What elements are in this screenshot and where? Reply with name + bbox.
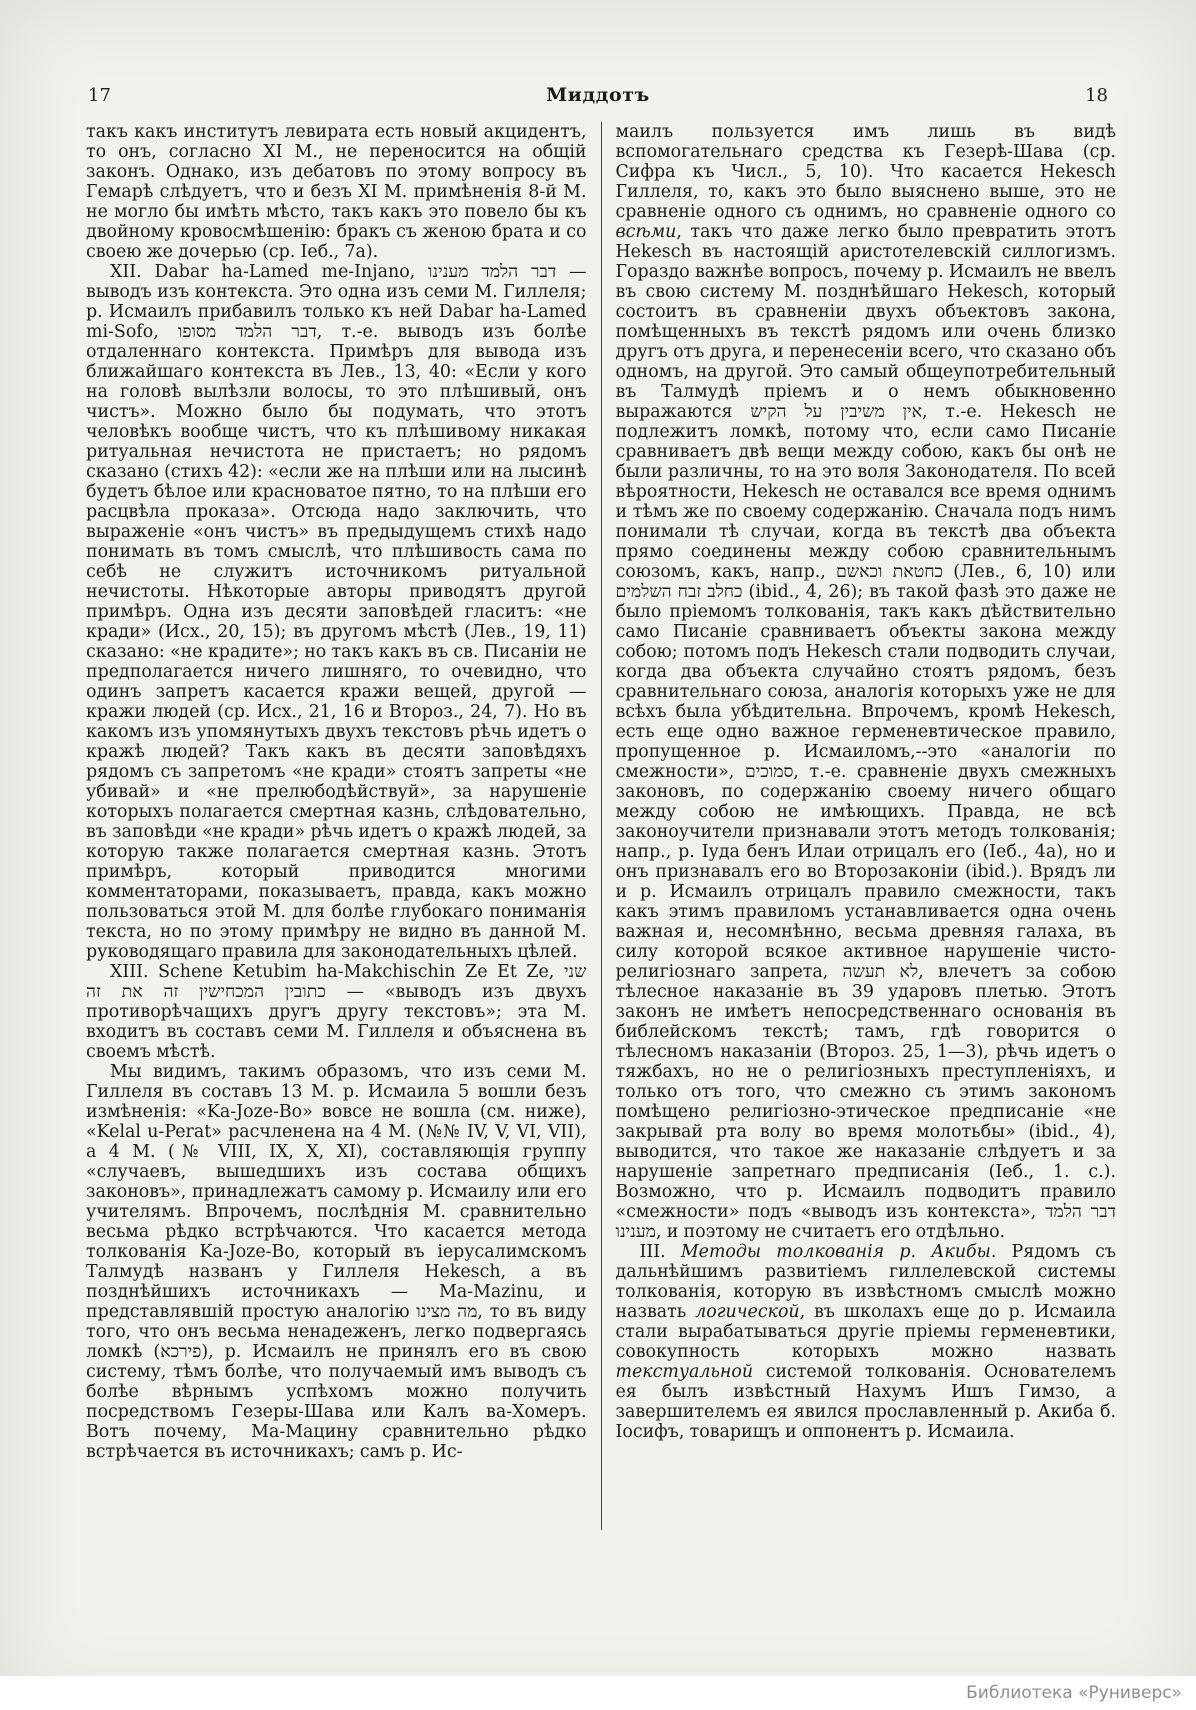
paragraph: такъ какъ институтъ левирата есть новый акцидентъ, то онъ, согласно XI М., не переносится на общій законъ. Однако, изъ дебатовъ по этому вопросу въ Гемарѣ слѣдуетъ, что и безъ XI М. примѣненія 8-й М. не могло бы имѣть мѣсто, такъ какъ это повело бы къ двойному кровосмѣшенію: бракъ съ женою брата и со своею же дочерью (ср. Іеб., 7а). xyxy=(86,122,587,262)
paragraph: маилъ пользуется имъ лишь въ видѣ вспомогательнаго средства къ Гезерѣ-Шава (ср. Сифра къ Числ., 5, 10). Что касается Hekesch Гиллеля, то, какъ это было выяснено выше, это не сравненіе одного съ однимъ, но сравненіе одного со всѣми, такъ что даже легко было превратить этотъ Hekesch въ настоящій аристотелевскій силлогизмъ. Гораздо важнѣе вопросъ, почему р. Исмаилъ не ввелъ въ свою систему М. позднѣйшаго Hekesch, который состоитъ въ сравненіи двухъ объектовъ закона, помѣщенныхъ въ текстѣ рядомъ или очень близко другъ отъ друга, и перенесеніи всего, что сказано объ одномъ, на другой. Это самый общеупотребительный въ Талмудѣ пріемъ и о немъ обыкновенно выражаются אין משיבין על הקיש, т.-е. Hekesch не подлежитъ ломкѣ, потому что, если само Писаніе сравниваетъ двѣ вещи между собою, какъ бы онѣ не были различны, то на это воля Законодателя. По всей вѣроятности, Hekesch не оставался все время однимъ и тѣмъ же по своему содержанію. Сначала подъ нимъ понимали тѣ случаи, когда въ текстѣ два объекта прямо соединены между собою сравнительнымъ союзомъ, какъ, напр., כחטאת וכאשם (Лев., 6, 10) или כחלב זבח השלמים (ibid., 4, 26); въ такой фазѣ это даже не было пріемомъ толкованія, такъ какъ дѣйствительно само Писаніе сравниваетъ объекты закона между собою; потомъ подъ Hekesch стали подводить случаи, когда два объекта случайно стоятъ рядомъ, безъ сравнительнаго союза, аналогія которыхъ уже не для всѣхъ была убѣдительна. Впрочемъ, кромѣ Hekesch, есть еще одно важное герменевтическое правило, пропущенное р. Исмаиломъ,--это «аналогіи по смежности», סמוכים, т.-е. сравненіе двухъ смежныхъ законовъ, по содержанію своему ничего общаго между собою не имѣющихъ. Правда, не всѣ законоучители признавали этотъ методъ толкованія; напр., р. Іуда бенъ Илаи отрицалъ его (Іеб., 4а), но и онъ признавалъ его во Второзаконіи (ibid.). Врядъ ли и р. Исмаилъ отрицалъ правило смежности, такъ какъ этимъ правиломъ устанавливается одна очень важная и, несомнѣнно, весьма древняя галаха, въ силу которой всякое активное нарушеніе чисто-религіознаго запрета, לא תעשה, влечетъ за собою тѣлесное наказаніе въ 39 ударовъ плетью. Этотъ законъ не имѣетъ непосредственнаго основанія въ библейскомъ текстѣ; тамъ, гдѣ говорится о тѣлесномъ наказаніи (Второз. 25, 1—3), рѣчь идетъ о тяжбахъ, но не о религіозныхъ преступленіяхъ, и только отъ того, что смежно съ этимъ закономъ помѣщено религіозно-этическое предписаніе «не закрывай рта волу во время молотьбы» (ibid., 4), выводится, что такое же наказаніе слѣдуетъ и за нарушеніе запретнаго предписанія (Іеб., 1. с.). Возможно, что р. Исмаилъ подводитъ правило «смежности» подъ «выводъ изъ контекста», דבר הלמד מענינו, и поэтому не считаетъ его отдѣльно. xyxy=(615,122,1116,1242)
paragraph: Мы видимъ, такимъ образомъ, что изъ семи М. Гиллеля въ составъ 13 М. р. Исмаила 5 вошли безъ измѣненія: «Ka-Joze-Bo» вовсе не вошла (см. ниже), «Kelal u-Perat» расчленена на 4 М. (№№ IV, V, VI, VII), а 4 М. (№ VIII, IX, X, XI), составляющія группу «случаевъ, вышедшихъ изъ состава общихъ законовъ», принадлежатъ самому р. Исмаилу или его учителямъ. Впрочемъ, послѣднія М. сравнительно весьма рѣдко встрѣчаются. Что касается метода толкованія Ka-Joze-Bo, который въ іерусалимскомъ Талмудѣ названъ у Гиллеля Hekesch, а въ позднѣйшихъ источникахъ — Ma-Mazinu, и представлявшій простую аналогію מה מצינו, то въ виду того, что онъ весьма ненадеженъ, легко подвергаясь ломкѣ (פירכא), р. Исмаилъ не принялъ его въ свою систему, тѣмъ болѣе, что получаемый имъ выводъ съ болѣе вѣрнымъ успѣхомъ можно получить посредствомъ Гезеры-Шава или Калъ ва-Хомеръ. Вотъ почему, Ма-Мацину сравнительно рѣдко встрѣчается въ источникахъ; самъ р. Ис- xyxy=(86,1062,587,1462)
right-column xyxy=(602,122,1117,1530)
two-column-text-block xyxy=(86,122,1116,1530)
watermark-bar xyxy=(0,1676,1196,1710)
paragraph: III. Методы толкованія р. Акибы. Рядомъ съ дальнѣйшимъ развитіемъ гиллелевской системы толкованія, которую въ извѣстномъ смыслѣ можно назвать логической, въ школахъ еще до р. Исмаила стали вырабатываться другіе пріемы герменевтики, совокупность которыхъ можно назвать текстуальной системой толкованія. Основателемъ ея былъ извѣстный Нахумъ Ишъ Гимзо, а завершителемъ ея явился прославленный р. Акиба б. Іосифъ, товарищъ и оппонентъ р. Исмаила. xyxy=(615,1242,1116,1442)
left-column xyxy=(86,122,601,1530)
running-title: Миддотъ xyxy=(546,84,650,106)
library-watermark: Библиотека «Руниверс» xyxy=(966,1683,1182,1703)
paragraph: XIII. Schene Ketubim ha-Makchischin Ze Et Ze, שני כתובין המכחישין זה את זה — «выводъ изъ двухъ противорѣчащихъ другъ другу текстовъ»; эта М. входитъ въ составъ семи М. Гиллеля и объяснена въ своемъ мѣстѣ. xyxy=(86,962,587,1062)
page-header xyxy=(0,0,1196,106)
page-number-left: 17 xyxy=(88,85,111,106)
page-number-right: 18 xyxy=(1085,85,1108,106)
paragraph: XII. Dabar ha-Lamed me-Injano, דבר הלמד מענינו — выводъ изъ контекста. Это одна изъ семи М. Гиллеля; р. Исмаилъ прибавилъ только къ ней Dabar ha-Lamed mi-Sofo, דבר הלמד מסופו, т.-е. выводъ изъ болѣе отдаленнаго контекста. Примѣръ для вывода изъ ближайшаго контекста въ Лев., 13, 40: «Если у кого на головѣ вылѣзли волосы, то это плѣшивый, онъ чистъ». Можно было бы подумать, что этотъ человѣкъ вообще чистъ, что къ плѣшивому никакая ритуальная нечистота не пристаетъ; но рядомъ сказано (стихъ 42): «если же на плѣши или на лысинѣ будетъ бѣлое или красноватое пятно, то на плѣши его расцвѣла проказа». Отсюда надо заключить, что выраженіе «онъ чистъ» въ предыдущемъ стихѣ надо понимать въ томъ смыслѣ, что плѣшивость сама по себѣ не служитъ источникомъ ритуальной нечистоты. Нѣкоторые авторы приводятъ другой примѣръ. Одна изъ десяти заповѣдей гласитъ: «не кради» (Исх., 20, 15); въ другомъ мѣстѣ (Лев., 19, 11) сказано: «не крадите»; но такъ какъ въ св. Писаніи не предполагается ничего лишняго, то очевидно, что одинъ запретъ касается кражи вещей, другой — кражи людей (ср. Исх., 21, 16 и Второз., 24, 7). Но въ какомъ изъ упомянутыхъ двухъ текстовъ рѣчь идетъ о кражѣ людей? Такъ какъ въ десяти заповѣдяхъ рядомъ съ запретомъ «не кради» стоятъ запреты «не убивай» и «не прелюбодѣйствуй», за нарушеніе которыхъ полагается смертная казнь, слѣдовательно, въ заповѣди «не кради» рѣчь идетъ о кражѣ людей, за которую также полагается смертная казнь. Этотъ примѣръ, который приводится многими комментаторами, показываетъ, правда, какъ можно пользоваться этой М. для болѣе глубокаго пониманія текста, но по этому примѣру не видно въ данной М. руководящаго правила для законодательныхъ цѣлей. xyxy=(86,262,587,962)
